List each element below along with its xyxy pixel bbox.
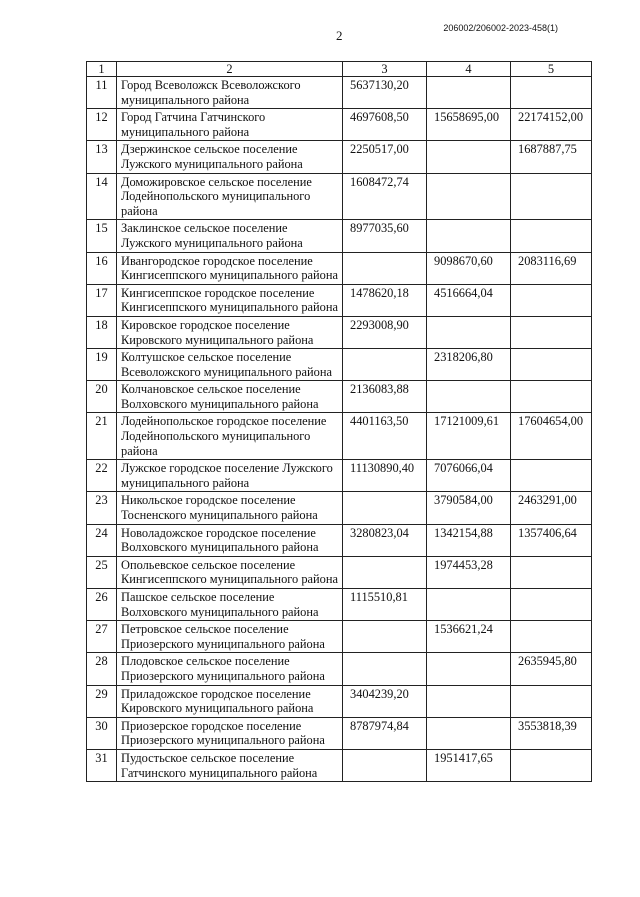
settlement-name: Приладожское городское поселение Кировского муниципального района — [117, 685, 343, 717]
table-row — [87, 349, 592, 381]
settlement-name: Город Гатчина Гатчинского муниципального района — [117, 109, 343, 141]
settlement-name: Доможировское сельское поселение Лодейнопольского муниципального района — [117, 173, 343, 220]
value-col3: 2250517,00 — [343, 141, 427, 173]
value-col3: 1608472,74 — [343, 173, 427, 220]
value-col3: 5637130,20 — [343, 77, 427, 109]
row-number: 12 — [87, 109, 117, 141]
settlement-name: Дзержинское сельское поселение Лужского муниципального района — [117, 141, 343, 173]
value-col3: 3404239,20 — [343, 685, 427, 717]
value-col3 — [343, 556, 427, 588]
table-row — [87, 460, 592, 492]
value-col3 — [343, 349, 427, 381]
value-col3: 8787974,84 — [343, 717, 427, 749]
value-col3: 2293008,90 — [343, 316, 427, 348]
value-col5: 1687887,75 — [511, 141, 592, 173]
value-col4 — [427, 381, 511, 413]
table-row — [87, 621, 592, 653]
table-row — [87, 252, 592, 284]
value-col4 — [427, 316, 511, 348]
value-col5 — [511, 556, 592, 588]
row-number: 27 — [87, 621, 117, 653]
row-number: 11 — [87, 77, 117, 109]
table-row — [87, 381, 592, 413]
value-col4 — [427, 220, 511, 252]
settlement-name: Город Всеволожск Всеволожского муниципального района — [117, 77, 343, 109]
value-col5 — [511, 316, 592, 348]
table-row — [87, 316, 592, 348]
value-col3: 2136083,88 — [343, 381, 427, 413]
header-cell: 3 — [343, 62, 427, 77]
value-col5 — [511, 460, 592, 492]
table-row — [87, 653, 592, 685]
value-col4 — [427, 589, 511, 621]
value-col3: 8977035,60 — [343, 220, 427, 252]
value-col4 — [427, 653, 511, 685]
value-col4 — [427, 717, 511, 749]
value-col4: 2318206,80 — [427, 349, 511, 381]
table-row — [87, 173, 592, 220]
value-col5 — [511, 685, 592, 717]
value-col4 — [427, 685, 511, 717]
header-cell: 1 — [87, 62, 117, 77]
table-row — [87, 717, 592, 749]
table-row — [87, 749, 592, 781]
row-number: 30 — [87, 717, 117, 749]
value-col4 — [427, 77, 511, 109]
settlement-name: Приозерское городское поселение Приозерского муниципального района — [117, 717, 343, 749]
header-cell: 4 — [427, 62, 511, 77]
row-number: 16 — [87, 252, 117, 284]
row-number: 21 — [87, 413, 117, 460]
value-col4: 1974453,28 — [427, 556, 511, 588]
value-col5: 2463291,00 — [511, 492, 592, 524]
header-cell: 5 — [511, 62, 592, 77]
settlement-name: Кировское городское поселение Кировского муниципального района — [117, 316, 343, 348]
value-col4: 15658695,00 — [427, 109, 511, 141]
document-id: 206002/206002-2023-458(1) — [443, 23, 558, 33]
table-row — [87, 685, 592, 717]
value-col4 — [427, 141, 511, 173]
value-col4: 7076066,04 — [427, 460, 511, 492]
value-col4: 1536621,24 — [427, 621, 511, 653]
row-number: 13 — [87, 141, 117, 173]
value-col3: 1478620,18 — [343, 284, 427, 316]
settlement-name: Ивангородское городское поселение Кингисеппского муниципального района — [117, 252, 343, 284]
row-number: 20 — [87, 381, 117, 413]
row-number: 23 — [87, 492, 117, 524]
data-table — [86, 61, 592, 782]
settlement-name: Плодовское сельское поселение Приозерского муниципального района — [117, 653, 343, 685]
settlement-name: Пудостьское сельское поселение Гатчинского муниципального района — [117, 749, 343, 781]
table-row — [87, 220, 592, 252]
settlement-name: Опольевское сельское поселение Кингисеппского муниципального района — [117, 556, 343, 588]
value-col5 — [511, 173, 592, 220]
row-number: 18 — [87, 316, 117, 348]
value-col3: 11130890,40 — [343, 460, 427, 492]
table-row — [87, 109, 592, 141]
value-col5: 2083116,69 — [511, 252, 592, 284]
settlement-name: Лодейнопольское городское поселение Лодейнопольского муниципального района — [117, 413, 343, 460]
row-number: 26 — [87, 589, 117, 621]
value-col4: 9098670,60 — [427, 252, 511, 284]
row-number: 29 — [87, 685, 117, 717]
header-row — [87, 62, 592, 77]
value-col5 — [511, 220, 592, 252]
value-col5: 2635945,80 — [511, 653, 592, 685]
settlement-name: Пашское сельское поселение Волховского муниципального района — [117, 589, 343, 621]
value-col3 — [343, 653, 427, 685]
table-row — [87, 589, 592, 621]
value-col3 — [343, 621, 427, 653]
value-col4: 3790584,00 — [427, 492, 511, 524]
settlement-name: Новоладожское городское поселение Волховского муниципального района — [117, 524, 343, 556]
value-col5 — [511, 77, 592, 109]
settlement-name: Кингисеппское городское поселение Кингисеппского муниципального района — [117, 284, 343, 316]
table-row — [87, 524, 592, 556]
value-col5: 1357406,64 — [511, 524, 592, 556]
table-row — [87, 284, 592, 316]
value-col5: 17604654,00 — [511, 413, 592, 460]
value-col3 — [343, 252, 427, 284]
value-col3: 4401163,50 — [343, 413, 427, 460]
table-row — [87, 413, 592, 460]
value-col4 — [427, 173, 511, 220]
value-col4: 17121009,61 — [427, 413, 511, 460]
settlement-name: Заклинское сельское поселение Лужского муниципального района — [117, 220, 343, 252]
page-number: 2 — [336, 28, 343, 43]
value-col5 — [511, 749, 592, 781]
value-col5 — [511, 381, 592, 413]
settlement-name: Лужское городское поселение Лужского муниципального района — [117, 460, 343, 492]
value-col5 — [511, 284, 592, 316]
settlement-name: Петровское сельское поселение Приозерского муниципального района — [117, 621, 343, 653]
table-row — [87, 556, 592, 588]
row-number: 25 — [87, 556, 117, 588]
row-number: 15 — [87, 220, 117, 252]
settlement-name: Колтушское сельское поселение Всеволожского муниципального района — [117, 349, 343, 381]
value-col5 — [511, 621, 592, 653]
value-col3 — [343, 749, 427, 781]
row-number: 14 — [87, 173, 117, 220]
value-col3 — [343, 492, 427, 524]
row-number: 17 — [87, 284, 117, 316]
value-col4: 4516664,04 — [427, 284, 511, 316]
value-col4: 1342154,88 — [427, 524, 511, 556]
value-col5 — [511, 349, 592, 381]
row-number: 22 — [87, 460, 117, 492]
row-number: 19 — [87, 349, 117, 381]
settlement-name: Колчановское сельское поселение Волховского муниципального района — [117, 381, 343, 413]
value-col5: 22174152,00 — [511, 109, 592, 141]
table-row — [87, 492, 592, 524]
row-number: 31 — [87, 749, 117, 781]
header-cell: 2 — [117, 62, 343, 77]
value-col4: 1951417,65 — [427, 749, 511, 781]
row-number: 28 — [87, 653, 117, 685]
row-number: 24 — [87, 524, 117, 556]
value-col3: 3280823,04 — [343, 524, 427, 556]
settlement-name: Никольское городское поселение Тосненского муниципального района — [117, 492, 343, 524]
value-col5: 3553818,39 — [511, 717, 592, 749]
value-col3: 4697608,50 — [343, 109, 427, 141]
value-col3: 1115510,81 — [343, 589, 427, 621]
table-row — [87, 77, 592, 109]
table-row — [87, 141, 592, 173]
value-col5 — [511, 589, 592, 621]
